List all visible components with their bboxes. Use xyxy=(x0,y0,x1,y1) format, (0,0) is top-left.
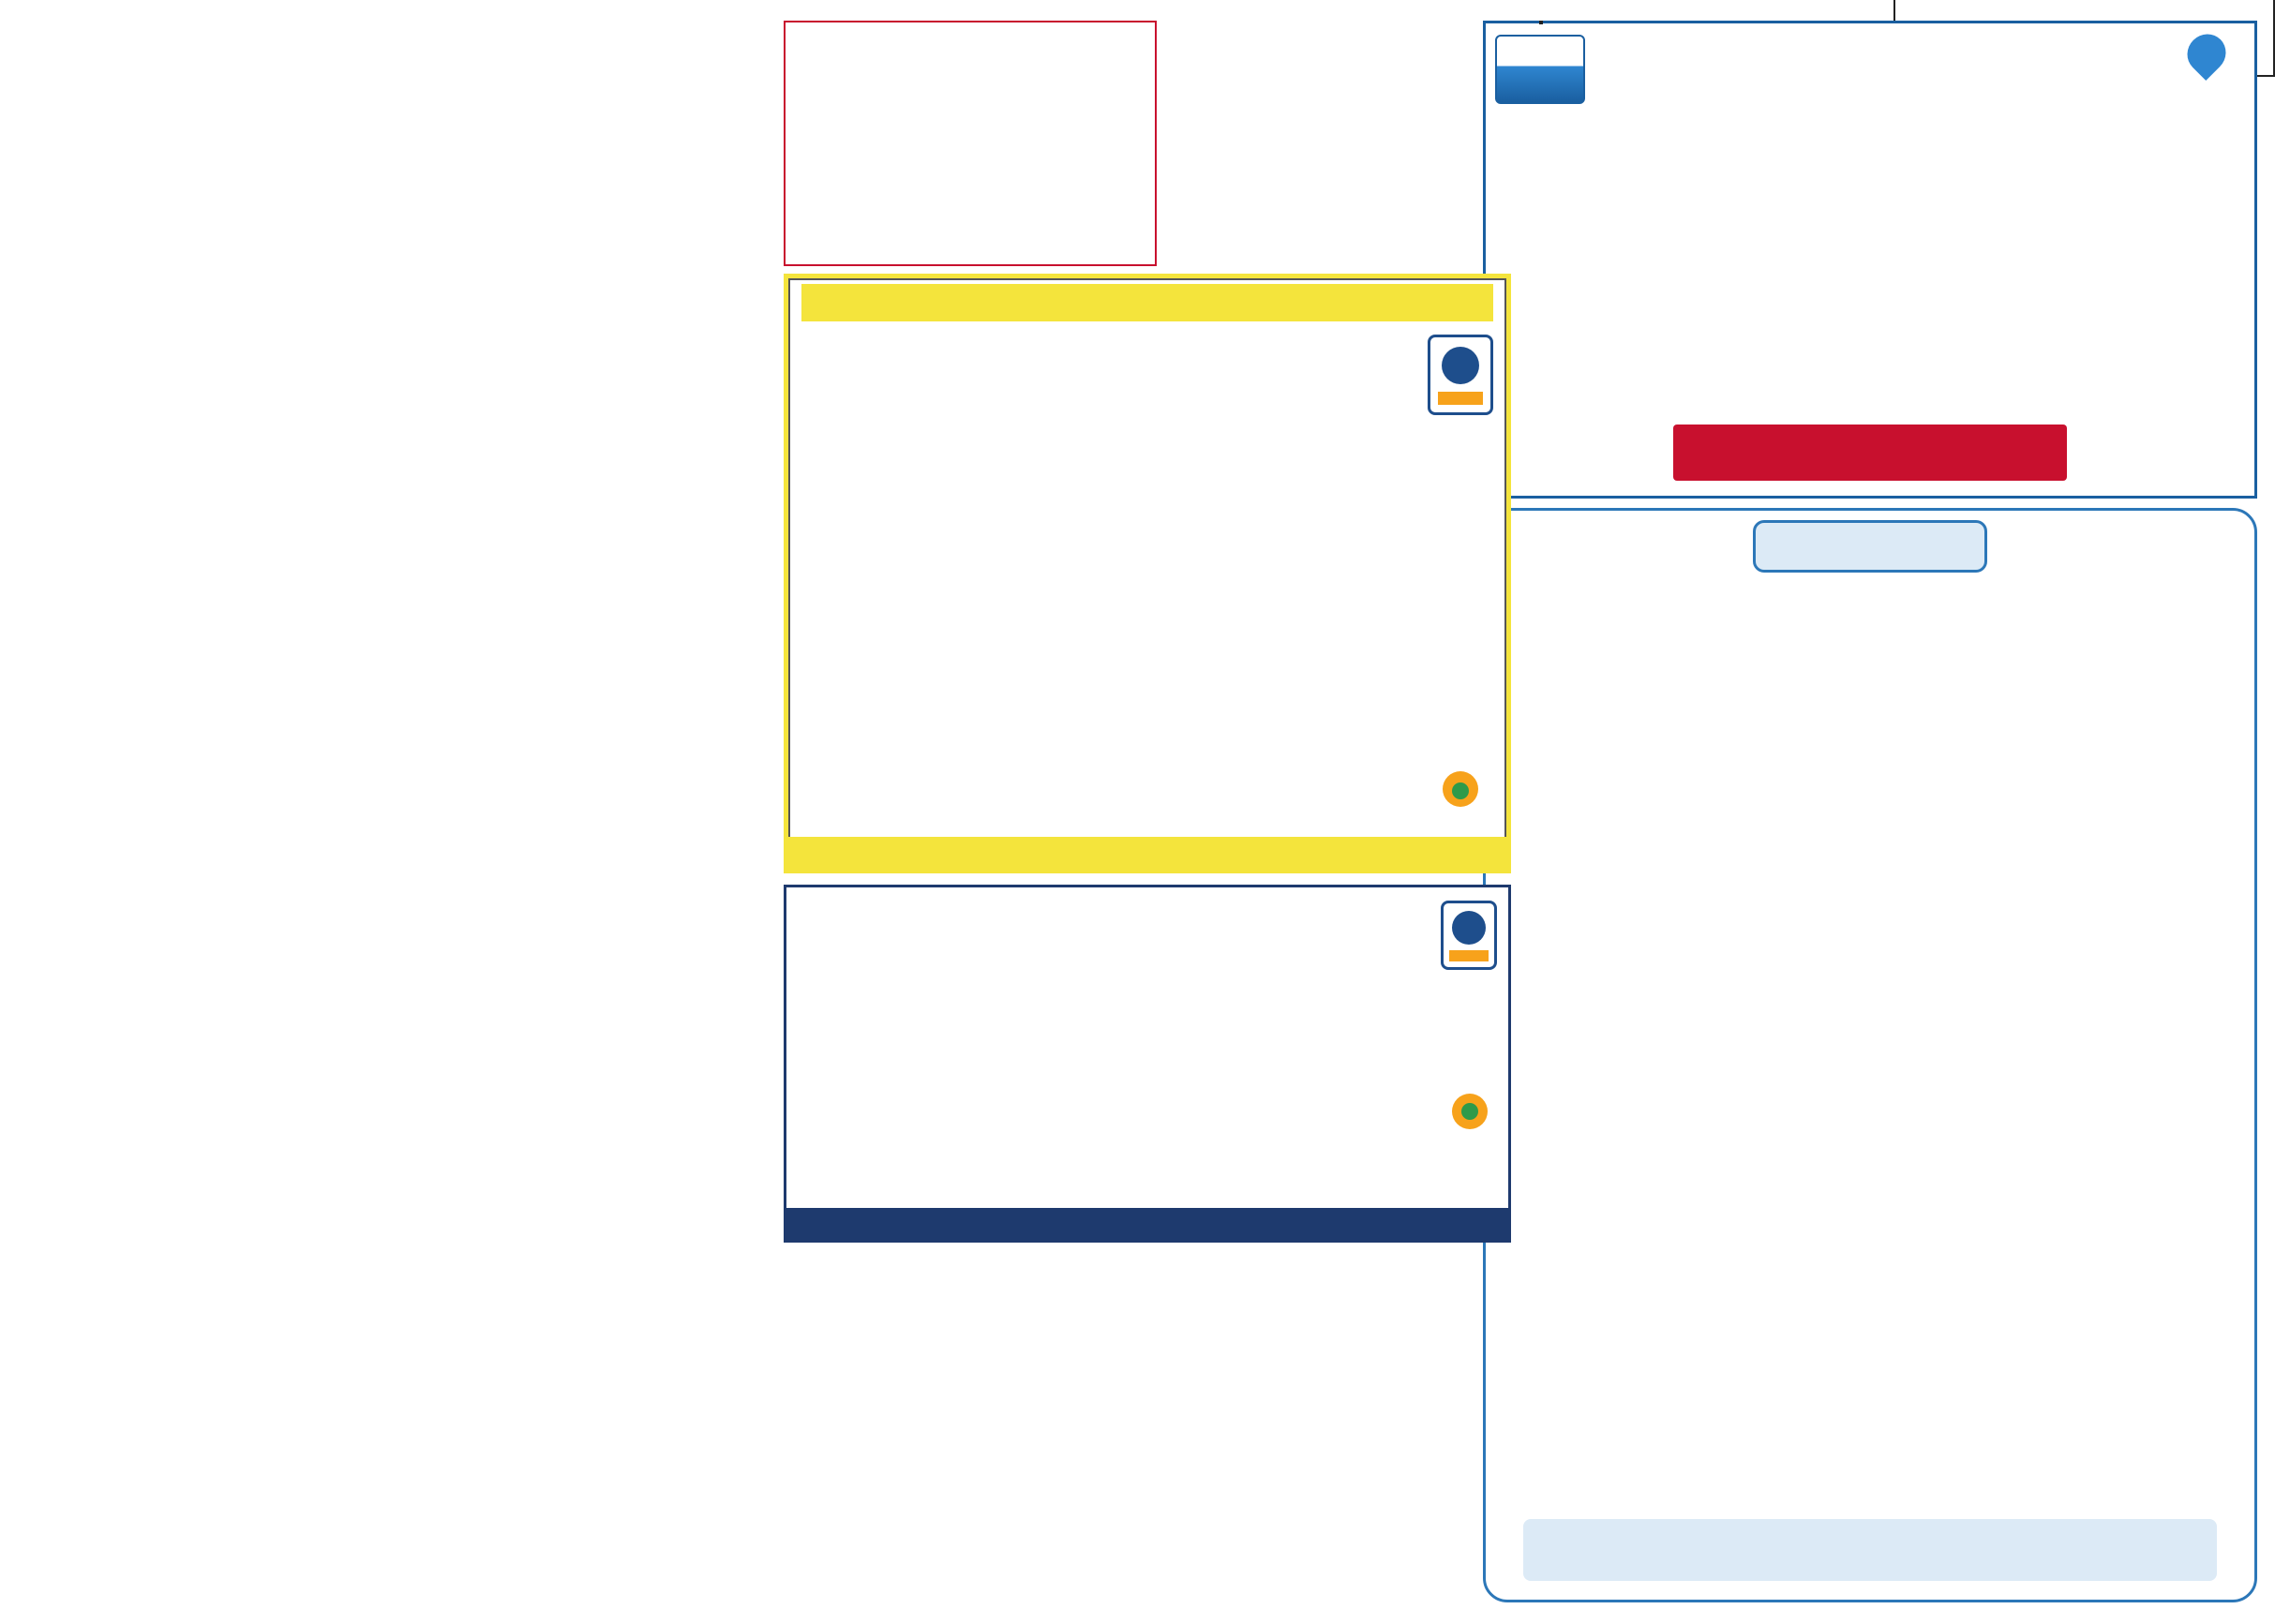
tender-footer-bar xyxy=(786,1208,1508,1240)
water-ad-banner xyxy=(1673,425,2067,481)
registry-notice-footer xyxy=(786,242,1155,246)
registry-notice-title xyxy=(786,22,1155,30)
bankruptcy-auction-ad xyxy=(1483,508,2257,1602)
kedc-logo-bar xyxy=(1438,392,1483,405)
water-drop-icon xyxy=(2179,26,2234,81)
registry-notice-b-ad xyxy=(1539,21,1543,24)
kedc-emblem xyxy=(1428,771,1493,827)
registry-notice-ad xyxy=(784,21,1157,266)
water-tender-ad xyxy=(1483,21,2257,499)
registry-notice-body xyxy=(786,30,1155,37)
auction-signature xyxy=(1523,1519,2217,1581)
kedc-tender-ad xyxy=(784,885,1511,1243)
kedc-title-bar xyxy=(801,284,1493,321)
tender-logo xyxy=(1441,901,1497,970)
emblem-green-icon xyxy=(1461,1103,1478,1120)
kedc-logo-icon xyxy=(1442,347,1479,384)
tender-emblem xyxy=(1441,1094,1497,1150)
emblem-green-icon xyxy=(1452,782,1469,799)
water-wave-logo xyxy=(1495,35,1585,104)
kedc-logo xyxy=(1428,335,1493,415)
tender-logo-bar xyxy=(1449,950,1489,961)
kedc-auction-ad xyxy=(784,274,1511,873)
water-logo xyxy=(2164,35,2247,100)
kedc-footer-bar xyxy=(788,837,1506,869)
auction-title-box xyxy=(1753,520,1987,573)
tender-logo-icon xyxy=(1452,911,1486,945)
